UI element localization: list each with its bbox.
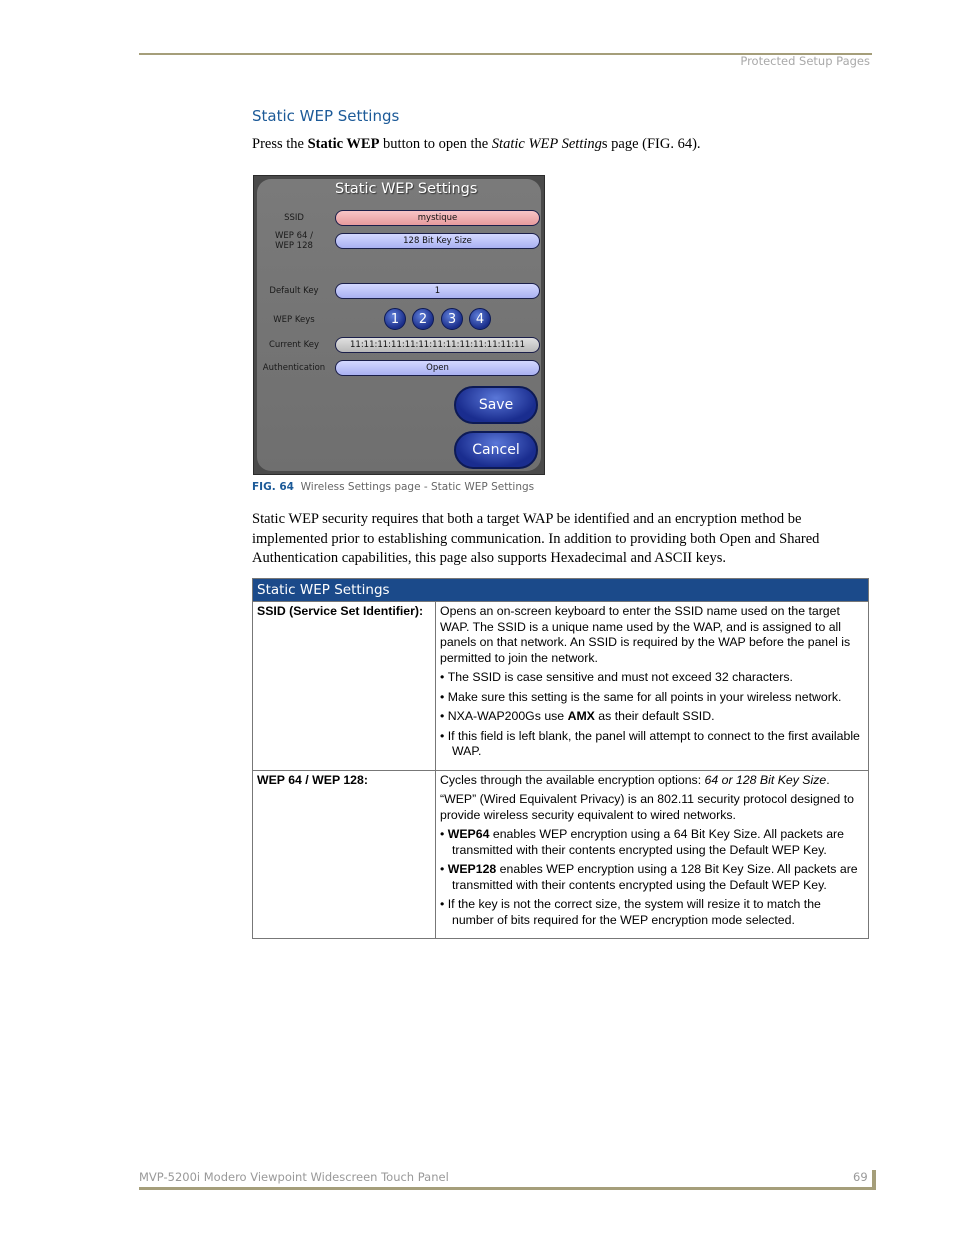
intro-sentence [252,136,701,153]
table-row [253,770,869,939]
section-title: Static WEP Settings [252,107,400,125]
desc-ssid [436,602,869,771]
footer-post [872,1170,876,1190]
list-item: • If the key is not the correct size, the system will resize it to match the number of bits required for the WEP encryption mode selected. [440,897,821,927]
table-row [253,602,869,771]
label-authentication: Authentication [262,363,326,373]
footer-rule [139,1187,876,1190]
intro-post: s page (FIG. 64). [601,136,701,152]
authentication-button[interactable]: Open [335,360,540,376]
wep-key-4-button[interactable]: 4 [469,308,491,330]
term-wep: WEP 64 / WEP 128: [253,770,436,939]
list-item: • WEP64 enables WEP encryption using a 64 Bit Key Size. All packets are transmitted with their contents encrypted using the Default WEP Key. [440,827,844,857]
term-ssid: SSID (Service Set Identifier): [253,602,436,771]
label-wep-line1: WEP 64 / [275,231,313,241]
figure-number: FIG. 64 [252,481,294,493]
wep-key-2-button[interactable]: 2 [412,308,434,330]
default-key-field[interactable]: 1 [335,283,540,299]
figure-caption [252,481,534,493]
wep-key-3-button[interactable]: 3 [441,308,463,330]
key-size-button[interactable]: 128 Bit Key Size [335,233,540,249]
header-section-name: Protected Setup Pages [740,54,870,68]
ssid-description: Opens an on-screen keyboard to enter the SSID name used on the target WAP. The SSID is a unique name used by the WAP, and is assigned to all panels on that network. An SSID is required by the WAP before the panel is permitted to join the network. [440,604,851,665]
label-default-key: Default Key [269,286,319,296]
intro-page-name: Static WEP Setting [491,136,602,152]
intro-button-name: Static WEP [307,136,380,152]
list-item: • NXA-WAP200Gs use AMX as their default SSID. [440,709,715,723]
list-item: • The SSID is case sensitive and must not exceed 32 characters. [440,670,793,684]
desc-wep [436,770,869,939]
table-header-row [253,579,869,602]
wep-description-2: “WEP” (Wired Equivalent Privacy) is an 802.11 security protocol designed to provide wireless security equivalent to wired networks. [440,792,854,822]
current-key-field[interactable]: 11:11:11:11:11:11:11:11:11:11:11:11:11 [335,337,540,353]
intro-pre: Press the [252,136,308,152]
list-item: • WEP128 enables WEP encryption using a 128 Bit Key Size. All packets are transmitted with their contents encrypted using the Default WEP Key. [440,862,858,892]
label-current-key: Current Key [268,340,320,350]
ssid-field[interactable]: mystique [335,210,540,226]
list-item: • Make sure this setting is the same for all points in your wireless network. [440,689,842,704]
screen-panel [257,179,541,471]
static-wep-screenshot [253,175,545,475]
label-ssid: SSID [284,213,304,223]
table-header: Static WEP Settings [253,579,869,602]
body-paragraph: Static WEP security requires that both a target WAP be identified and an encryption method be implemented prior to establishing communication. In addition to providing both Open and Shared Authentication capabilities, this page also supports Hexadecimal and ASCII keys. [252,511,820,566]
label-wep-size [259,231,329,251]
wep-description: Cycles through the available encryption options: 64 or 128 Bit Key Size. [440,772,830,787]
settings-table [252,578,869,939]
footer-product: MVP-5200i Modero Viewpoint Widescreen Touch Panel [139,1170,449,1184]
screen-title: Static WEP Settings [335,181,478,197]
label-wep-line2: WEP 128 [275,241,313,251]
save-button[interactable]: Save [454,386,538,424]
cancel-button[interactable]: Cancel [454,431,538,469]
intro-mid: button to open the [379,136,492,152]
figure-caption-text: Wireless Settings page - Static WEP Settings [300,481,535,493]
wep-key-1-button[interactable]: 1 [384,308,406,330]
label-wep-keys: WEP Keys [273,315,315,325]
page-number: 69 [853,1170,868,1184]
list-item: • If this field is left blank, the panel will attempt to connect to the first available WAP. [440,728,860,758]
